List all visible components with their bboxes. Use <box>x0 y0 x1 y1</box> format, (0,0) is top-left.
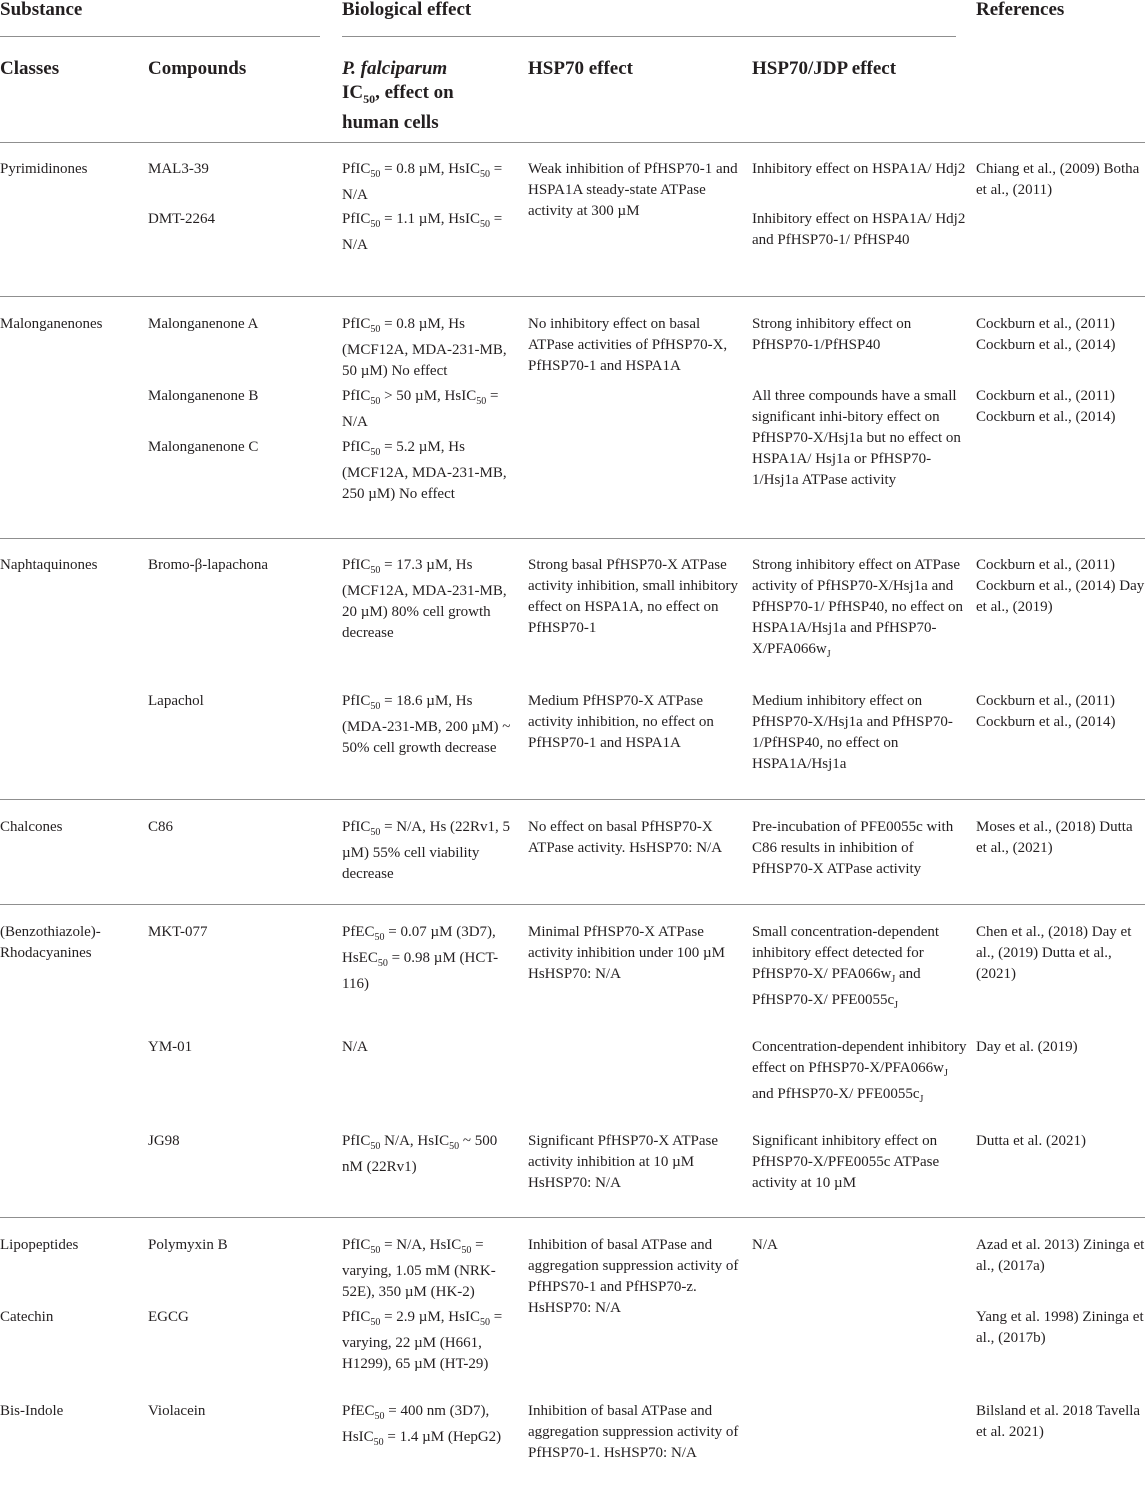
header-compounds: Compounds <box>148 58 247 79</box>
references-cell: Chiang et al., (2009) Botha et al., (2011) <box>976 161 1140 198</box>
references-cell: Moses et al., (2018) Dutta et al., (2021) <box>976 819 1133 856</box>
hsp70-effect-cell: Inhibition of basal ATPase and aggregation suppression activity of PfHSP70-1. HsHSP70: N/A <box>528 1403 739 1461</box>
class-cell: Naphtaquinones <box>0 557 98 573</box>
hsp70-jdp-effect-cell: N/A <box>752 1237 778 1253</box>
hsp70-effect-cell: Weak inhibition of PfHSP70-1 and HSPA1A steady-state ATPase activity at 300 µM <box>528 161 738 219</box>
pf-ic50-cell: PfIC$_{50}$ = 0.8 µM, HsIC$_{50}$ = N/A <box>342 161 503 203</box>
group-divider <box>0 799 1145 800</box>
header-underline-biological <box>342 36 956 37</box>
hsp70-jdp-effect-cell: Medium inhibitory effect on PfHSP70-X/Hsj1a and PfHSP70-1/PfHSP40, no effect on HSPA1A/Hsj1a <box>752 693 953 772</box>
header-hsp70-effect: HSP70 effect <box>528 58 633 79</box>
hsp70-jdp-effect-cell: Pre-incubation of PFE0055c with C86 results in inhibition of PfHSP70-X ATPase activity <box>752 819 954 877</box>
class-cell: Malonganenones <box>0 316 103 332</box>
compound-cell: Polymyxin B <box>148 1237 228 1253</box>
references-cell: Cockburn et al., (2011) Cockburn et al., (2014) <box>976 388 1116 425</box>
compound-cell: YM-01 <box>148 1039 193 1055</box>
hsp70-jdp-effect-cell: Inhibitory effect on HSPA1A/ Hdj2 <box>752 161 966 177</box>
references-cell: Cockburn et al., (2011) Cockburn et al., (2014) Day et al., (2019) <box>976 557 1145 615</box>
class-cell: Pyrimidinones <box>0 161 88 177</box>
pf-ic50-cell: N/A <box>342 1039 368 1055</box>
group-divider <box>0 1217 1145 1218</box>
hsp70-jdp-effect-cell: All three compounds have a small significant inhi-bitory effect on PfHSP70-X/Hsj1a but no effect on HSPA1A/ Hsj1a or PfHSP70-1/Hsj1a ATPase activity <box>752 388 961 488</box>
compound-cell: Malonganenone A <box>148 316 259 332</box>
class-cell: Lipopeptides <box>0 1237 79 1253</box>
pf-ic50-cell: PfIC$_{50}$ = 18.6 µM, Hs (MDA-231-MB, 200 µM) ~ 50% cell growth decrease <box>342 693 511 756</box>
references-cell: Dutta et al. (2021) <box>976 1133 1086 1149</box>
header-pf-ic50: P. falciparum $IC_{50}$, effect on human cells <box>342 58 454 133</box>
compound-cell: MAL3-39 <box>148 161 209 177</box>
class-cell: Catechin <box>0 1309 54 1325</box>
compound-cell: C86 <box>148 819 174 835</box>
references-cell: Bilsland et al. 2018 Tavella et al. 2021) <box>976 1403 1141 1440</box>
header-references: References <box>976 0 1065 20</box>
header-underline-substance <box>0 36 320 37</box>
header-divider <box>0 142 1145 143</box>
pf-ic50-cell: PfIC$_{50}$ = N/A, HsIC$_{50}$ = varying, 1.05 mM (NRK-52E), 350 µM (HK-2) <box>342 1237 496 1300</box>
hsp70-effect-cell: No effect on basal PfHSP70-X ATPase activity. HsHSP70: N/A <box>528 819 723 856</box>
compound-cell: Malonganenone C <box>148 439 259 455</box>
compound-cell: Violacein <box>148 1403 206 1419</box>
hsp70-jdp-effect-cell: Small concentration-dependent inhibitory effect detected for PfHSP70-X/ $PFA066w_J$ and PfHSP70-X/ $PFE0055c_J$ <box>752 924 940 1011</box>
pf-ic50-cell: PfIC$_{50}$ = 5.2 µM, Hs (MCF12A, MDA-231-MB, 250 µM) No effect <box>342 439 507 502</box>
hsp70-effect-cell: No inhibitory effect on basal ATPase activities of PfHSP70-X, PfHSP70-1 and HSPA1A <box>528 316 728 374</box>
group-divider <box>0 904 1145 905</box>
header-hsp70-jdp-effect: HSP70/JDP effect <box>752 58 897 79</box>
header-substance: Substance <box>0 0 83 20</box>
hsp70-jdp-effect-cell: Concentration-dependent inhibitory effect on $PfHSP70-X/PFA066w_J$ and PfHSP70-X/ $PFE0055c_J$ <box>752 1039 967 1105</box>
pf-ic50-cell: PfIC$_{50}$ = 1.1 µM, HsIC$_{50}$ = N/A <box>342 211 503 253</box>
compound-cell: EGCG <box>148 1309 189 1325</box>
references-cell: Yang et al. 1998) Zininga et al., (2017b) <box>976 1309 1144 1346</box>
pf-ic50-cell: PfIC$_{50}$ = 0.8 µM, Hs (MCF12A, MDA-231-MB, 50 µM) No effect <box>342 316 507 379</box>
pf-ic50-cell: PfIC$_{50}$ N/A, HsIC$_{50}$ ~ 500 nM (22Rv1) <box>342 1133 498 1175</box>
pf-ic50-cell: PfIC$_{50}$ = N/A, Hs (22Rv1, 5 µM) 55% cell viability decrease <box>342 819 511 882</box>
hsp70-effect-cell: Medium PfHSP70-X ATPase activity inhibition, no effect on PfHSP70-1 and HSPA1A <box>528 693 714 751</box>
compound-cell: JG98 <box>148 1133 180 1149</box>
references-cell: Cockburn et al., (2011) Cockburn et al., (2014) <box>976 316 1116 353</box>
pf-ic50-cell: PfEC$_{50}$ = 400 nm (3D7), HsIC$_{50}$ = 1.4 µM (HepG2) <box>342 1403 502 1448</box>
class-cell: Bis-Indole <box>0 1403 64 1419</box>
pf-ic50-cell: PfIC$_{50}$ = 17.3 µM, Hs (MCF12A, MDA-231-MB, 20 µM) 80% cell growth decrease <box>342 557 507 641</box>
group-divider <box>0 538 1145 539</box>
references-cell: Chen et al., (2018) Day et al., (2019) Dutta et al., (2021) <box>976 924 1132 982</box>
group-divider <box>0 296 1145 297</box>
pf-ic50-cell: PfIC$_{50}$ = 2.9 µM, HsIC$_{50}$ = varying, 22 µM (H661, H1299), 65 µM (HT-29) <box>342 1309 503 1372</box>
class-cell: Chalcones <box>0 819 63 835</box>
compound-cell: MKT-077 <box>148 924 208 940</box>
hsp70-effect-cell: Minimal PfHSP70-X ATPase activity inhibition under 100 µM HsHSP70: N/A <box>528 924 725 982</box>
class-cell: (Benzothiazole)-Rhodacyanines <box>0 924 101 961</box>
hsp70-effect-cell: Inhibition of basal ATPase and aggregation suppression activity of PfHPS70-1 and PfHSP70-z. HsHSP70: N/A <box>528 1237 739 1316</box>
pf-ic50-cell: PfIC$_{50}$ > 50 µM, HsIC$_{50}$ = N/A <box>342 388 499 430</box>
references-cell: Cockburn et al., (2011) Cockburn et al., (2014) <box>976 693 1116 730</box>
hsp70-jdp-effect-cell: Strong inhibitory effect on ATPase activity of PfHSP70-X/Hsj1a and PfHSP70-1/ PfHSP40, no effect on HSPA1A/Hsj1a and $PfHSP70-X/PFA066w_J$ <box>752 557 963 660</box>
compound-cell: DMT-2264 <box>148 211 215 227</box>
hsp70-effect-cell: Significant PfHSP70-X ATPase activity inhibition at 10 µM HsHSP70: N/A <box>528 1133 719 1191</box>
hsp70-jdp-effect-cell: Inhibitory effect on HSPA1A/ Hdj2 and PfHSP70-1/ PfHSP40 <box>752 211 966 248</box>
references-cell: Azad et al. 2013) Zininga et al., (2017a) <box>976 1237 1145 1274</box>
header-pf-species: P. falciparum <box>342 58 448 79</box>
pf-ic50-cell: PfEC$_{50}$ = 0.07 µM (3D7), HsEC$_{50}$ = 0.98 µM (HCT-116) <box>342 924 499 992</box>
hsp70-jdp-effect-cell: Strong inhibitory effect on PfHSP70-1/PfHSP40 <box>752 316 912 353</box>
compound-cell: Malonganenone B <box>148 388 259 404</box>
compound-cell: Bromo-β-lapachona <box>148 557 269 573</box>
header-classes: Classes <box>0 58 60 79</box>
hsp70-jdp-effect-cell: Significant inhibitory effect on PfHSP70-X/PFE0055c ATPase activity at 10 µM <box>752 1133 940 1191</box>
hsp70-effect-cell: Strong basal PfHSP70-X ATPase activity inhibition, small inhibitory effect on HSPA1A, no effect on PfHSP70-1 <box>528 557 738 636</box>
compound-cell: Lapachol <box>148 693 204 709</box>
references-cell: Day et al. (2019) <box>976 1039 1078 1055</box>
header-biological-effect: Biological effect <box>342 0 472 20</box>
